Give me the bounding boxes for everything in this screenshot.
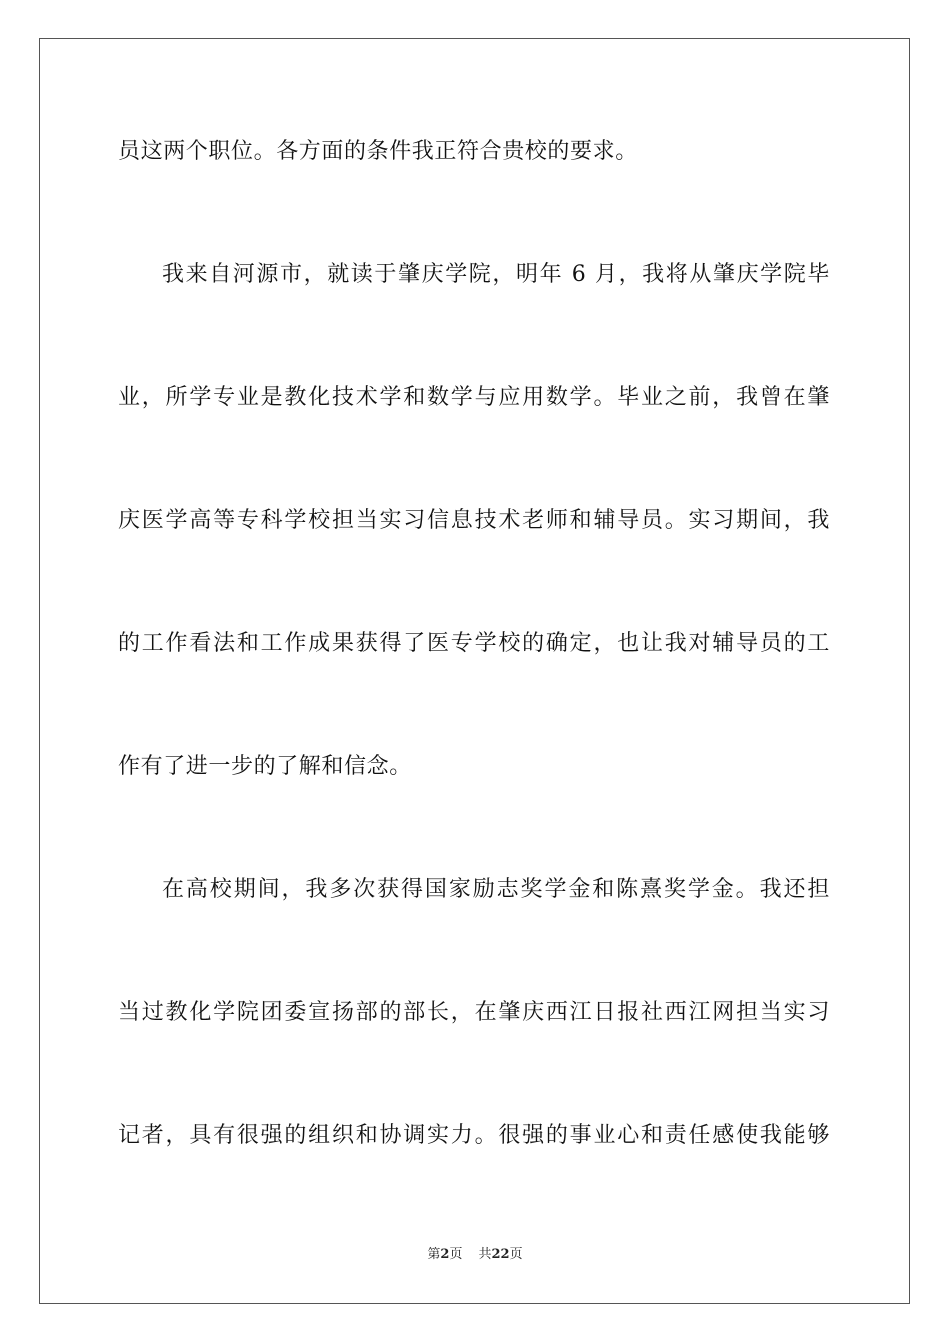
page-footer xyxy=(0,1246,950,1264)
paragraph-line: 我来自河源市，就读于肇庆学院，明年 6 月，我将从肇庆学院毕 xyxy=(162,262,830,287)
paragraph-line: 的工作看法和工作成果获得了医专学校的确定，也让我对辅导员的工 xyxy=(118,631,830,656)
paragraph-line: 作有了进一步的了解和信念。 xyxy=(118,754,412,779)
page-border xyxy=(39,38,910,1304)
page-total: 22 xyxy=(491,1247,510,1262)
paragraph-line: 当过教化学院团委宣扬部的部长，在肇庆西江日报社西江网担当实习 xyxy=(118,1000,830,1025)
paragraph-line: 庆医学高等专科学校担当实习信息技术老师和辅导员。实习期间，我 xyxy=(118,508,830,533)
paragraph-line: 员这两个职位。各方面的条件我正符合贵校的要求。 xyxy=(118,139,638,164)
paragraph-line: 在高校期间，我多次获得国家励志奖学金和陈熹奖学金。我还担 xyxy=(162,877,830,902)
paragraph-line: 记者，具有很强的组织和协调实力。很强的事业心和责任感使我能够 xyxy=(118,1123,830,1148)
page-number: 2 xyxy=(440,1247,450,1262)
page-suffix: 页 xyxy=(449,1247,463,1262)
paragraph-line: 业，所学专业是教化技术学和数学与应用数学。毕业之前，我曾在肇 xyxy=(118,385,830,410)
total-suffix: 页 xyxy=(509,1247,523,1262)
total-prefix: 共 xyxy=(478,1247,492,1262)
page-prefix: 第 xyxy=(427,1247,441,1262)
